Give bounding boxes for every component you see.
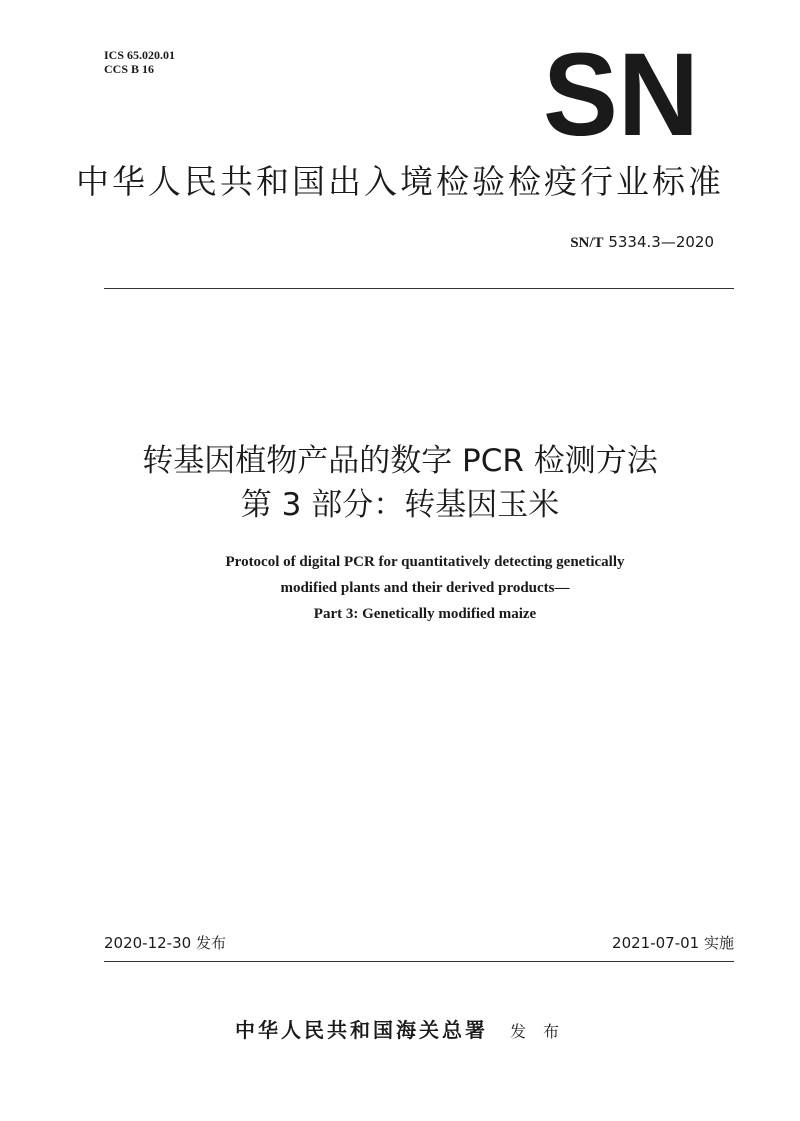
ics-code: ICS 65.020.01 xyxy=(104,48,176,62)
implementation-date: 2021-07-01 实施 xyxy=(612,934,734,952)
sn-logo-text: SN xyxy=(543,46,699,138)
publisher-action: 发 布 xyxy=(509,1022,566,1041)
title-zh-line1: 转基因植物产品的数字 PCR 检测方法 xyxy=(142,443,658,479)
publisher xyxy=(0,1014,800,1043)
bottom-divider xyxy=(104,961,734,962)
standard-number xyxy=(570,232,714,253)
title-zh-line2: 第 3 部分：转基因玉米 xyxy=(240,487,560,523)
title-en-line2: modified plants and their derived products— xyxy=(280,580,570,596)
title-en-line1: Protocol of digital PCR for quantitatively detecting genetically xyxy=(225,554,625,570)
issue-date: 2020-12-30 发布 xyxy=(104,934,226,952)
title-en-line3: Part 3: Genetically modified maize xyxy=(313,606,537,622)
standard-prefix: SN/T xyxy=(570,235,604,251)
standard-code: 5334.3—2020 xyxy=(608,233,714,251)
sn-logo xyxy=(543,46,699,138)
publisher-name: 中华人民共和国海关总署 xyxy=(234,1018,488,1042)
classification-codes xyxy=(104,48,175,76)
ccs-code: CCS B 16 xyxy=(104,62,155,76)
agency-title: 中华人民共和国出入境检验检疫行业标准 xyxy=(76,162,724,201)
top-divider xyxy=(104,288,734,289)
